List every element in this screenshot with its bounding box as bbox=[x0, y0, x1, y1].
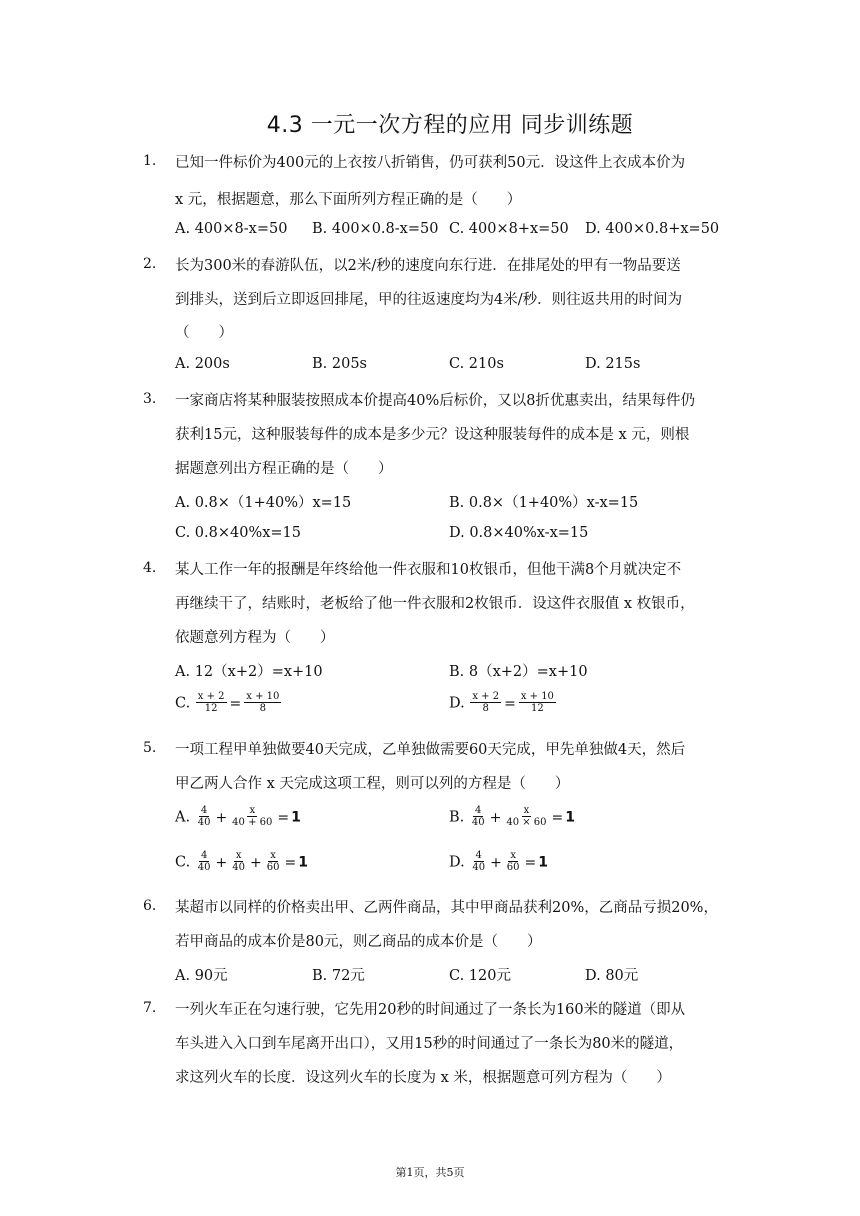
question-text-line: 再继续干了，结账时，老板给了他一件衣服和2枚银币．设这件衣服值 x 枚银币， bbox=[175, 596, 695, 612]
plus-sign: + bbox=[250, 854, 262, 871]
question-text-line: 车头进入入口到车尾离开出口），又用15秒的时间通过了一条长为80米的隧道， bbox=[175, 1036, 684, 1052]
fraction bbox=[244, 691, 281, 714]
denominator: 40 bbox=[232, 862, 245, 873]
equals-sign: = bbox=[277, 809, 290, 826]
option-b: B. 8（x+2）=x+10 bbox=[449, 664, 588, 680]
plus-sign: + bbox=[215, 854, 228, 871]
option-a: A. 0.8×（1+40%）x=15 bbox=[175, 495, 352, 511]
option-label: D. bbox=[449, 695, 465, 712]
option-d: D. 215s bbox=[585, 356, 641, 372]
numerator: x + 10 bbox=[520, 691, 554, 702]
option-a bbox=[175, 806, 301, 829]
equals-sign: = bbox=[229, 695, 242, 712]
denominator: 40 bbox=[197, 862, 211, 873]
numerator: 4 bbox=[200, 805, 208, 816]
right-hand-side: 1 bbox=[538, 854, 549, 871]
question-number: 6. bbox=[143, 898, 157, 914]
question-text-line: 某超市以同样的价格卖出甲、乙两件商品，其中甲商品获利20%，乙商品亏损20%， bbox=[175, 900, 718, 916]
numerator: x bbox=[249, 805, 256, 816]
option-d bbox=[449, 851, 548, 874]
plus-sign: + bbox=[489, 809, 502, 826]
fraction bbox=[196, 805, 213, 828]
fraction bbox=[470, 850, 487, 873]
question-text-line: x 元，根据题意，那么下面所列方程正确的是（ ） bbox=[175, 192, 522, 208]
question-number: 7. bbox=[143, 1000, 157, 1016]
fraction bbox=[504, 805, 548, 828]
page-title: 4.3 一元一次方程的应用 同步训练题 bbox=[266, 113, 634, 138]
denominator: 40 bbox=[471, 817, 485, 828]
option-label: D. bbox=[449, 854, 465, 871]
denominator: 40 bbox=[472, 862, 486, 873]
option-d bbox=[449, 692, 557, 715]
numerator: x bbox=[523, 805, 530, 816]
question-text-line: 已知一件标价为400元的上衣按八折销售，仍可获利50元．设这件上衣成本价为 bbox=[175, 155, 686, 171]
equals-sign: = bbox=[551, 809, 564, 826]
option-label: B. bbox=[449, 809, 465, 826]
question-text-line: 一列火车正在匀速行驶，它先用20秒的时间通过了一条长为160米的隧道（即从 bbox=[175, 1002, 686, 1018]
numerator: x + 2 bbox=[472, 691, 500, 702]
denominator: 8 bbox=[259, 703, 267, 714]
option-b: B. 0.8×（1+40%）x-x=15 bbox=[449, 495, 639, 511]
numerator: x bbox=[270, 850, 276, 861]
option-a: A. 200s bbox=[175, 356, 230, 372]
equals-sign: = bbox=[504, 695, 516, 712]
question-text-line: 某人工作一年的报酬是年终给他一件衣服和10枚银币，但他干满8个月就决定不 bbox=[175, 562, 682, 578]
denominator: 12 bbox=[204, 703, 218, 714]
question-number: 3. bbox=[143, 391, 157, 407]
option-b bbox=[449, 806, 575, 829]
question-text-line: 求这列火车的长度．设这列火车的长度为 x 米，根据题意可列方程为（ ） bbox=[175, 1070, 671, 1086]
numerator: x bbox=[510, 850, 516, 861]
option-a: A. 90元 bbox=[175, 968, 228, 984]
question-text-line: 获利15元，这种服装每件的成本是多少元？设这种服装每件的成本是 x 元，则根 bbox=[175, 427, 690, 443]
question-text-line: 依题意列方程为（ ） bbox=[175, 630, 335, 646]
option-b: B. 205s bbox=[312, 356, 367, 372]
option-b: B. 400×0.8-x=50 bbox=[312, 221, 439, 237]
option-d: D. 400×0.8+x=50 bbox=[585, 221, 720, 237]
question-text-line: 据题意列出方程正确的是（ ） bbox=[175, 461, 393, 477]
option-c: C. 120元 bbox=[449, 968, 511, 984]
denominator: 40 bbox=[197, 817, 211, 828]
fraction bbox=[505, 850, 522, 873]
plus-sign: + bbox=[215, 809, 228, 826]
fraction bbox=[519, 691, 556, 714]
denominator: 60 bbox=[506, 862, 520, 873]
plus-sign: + bbox=[490, 854, 502, 871]
option-c: C. 400×8+x=50 bbox=[449, 221, 569, 237]
question-text-line: 若甲商品的成本价是80元，则乙商品的成本价是（ ） bbox=[175, 934, 542, 950]
question-text-line: 到排头，送到后立即返回排尾，甲的往返速度均为4米/秒．则往返共用的时间为 bbox=[175, 292, 683, 308]
fraction bbox=[470, 805, 487, 828]
option-label: C. bbox=[175, 854, 191, 871]
option-c bbox=[175, 851, 308, 874]
option-c: C. 0.8×40%x=15 bbox=[175, 525, 302, 541]
right-hand-side: 1 bbox=[298, 854, 308, 871]
question-text-line: 长为300米的春游队伍，以2米/秒的速度向东行进．在排尾处的甲有一物品要送 bbox=[175, 258, 681, 274]
option-label: C. bbox=[175, 695, 191, 712]
equals-sign: = bbox=[524, 854, 537, 871]
fraction bbox=[230, 805, 274, 828]
option-d: D. 0.8×40%x-x=15 bbox=[449, 525, 589, 541]
question-number: 5. bbox=[143, 740, 157, 756]
option-a: A. 12（x+2）=x+10 bbox=[175, 664, 323, 680]
option-c bbox=[175, 692, 282, 715]
numerator: 4 bbox=[475, 850, 482, 861]
numerator: x bbox=[235, 850, 242, 861]
option-a: A. 400×8-x=50 bbox=[175, 221, 288, 237]
numerator: 4 bbox=[200, 850, 208, 861]
option-d: D. 80元 bbox=[585, 968, 639, 984]
question-text-line: 甲乙两人合作 x 天完成这项工程，则可以列的方程是（ ） bbox=[175, 776, 570, 792]
fraction bbox=[470, 691, 501, 714]
page-footer: 第1页，共5页 bbox=[395, 1166, 465, 1179]
numerator: 4 bbox=[475, 805, 482, 816]
numerator: x + 2 bbox=[197, 691, 225, 702]
fraction bbox=[196, 691, 227, 714]
question-text-line: 一家商店将某种服装按照成本价提高40%后标价，又以8折优惠卖出，结果每件仍 bbox=[175, 393, 695, 409]
question-number: 4. bbox=[143, 560, 157, 576]
denominator: 60 bbox=[266, 862, 280, 873]
fraction bbox=[196, 850, 213, 873]
question-text-line: 一项工程甲单独做要40天完成，乙单独做需要60天完成，甲先单独做4天，然后 bbox=[175, 742, 686, 758]
denominator: 12 bbox=[531, 703, 544, 714]
question-text-line: （ ） bbox=[175, 325, 233, 341]
denominator: 8 bbox=[482, 703, 489, 714]
fraction bbox=[230, 850, 247, 873]
option-label: A. bbox=[175, 809, 191, 826]
fraction bbox=[265, 850, 282, 873]
denominator: 40 × 60 bbox=[506, 817, 547, 828]
right-hand-side: 1 bbox=[291, 809, 301, 826]
question-number: 1. bbox=[143, 153, 157, 169]
numerator: x + 10 bbox=[246, 691, 280, 702]
right-hand-side: 1 bbox=[565, 809, 576, 826]
equals-sign: = bbox=[284, 854, 297, 871]
question-number: 2. bbox=[143, 256, 157, 272]
option-b: B. 72元 bbox=[312, 968, 365, 984]
denominator: 40 + 60 bbox=[232, 817, 273, 828]
option-c: C. 210s bbox=[449, 356, 504, 372]
